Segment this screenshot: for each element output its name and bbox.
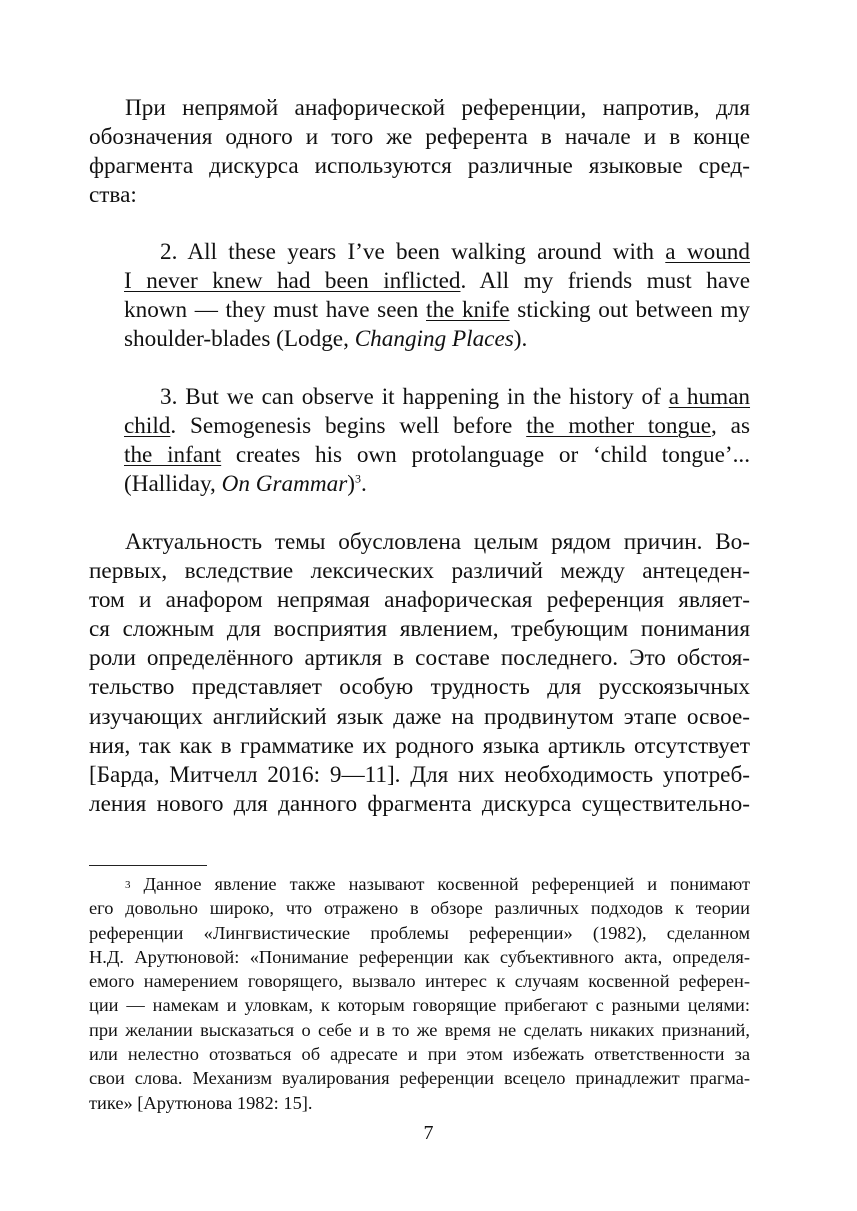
underlined-anaphor: the infant <box>124 442 222 469</box>
text-line: тельство представляет особую трудность для русскоязычных <box>89 674 750 701</box>
text-line: ся сложным для восприятия явлением, требующим понимания <box>89 616 750 643</box>
underlined-anaphor: the knife <box>426 297 510 324</box>
paragraph-indirect-anaphora <box>89 94 750 210</box>
text-run: Данное явление также называют косвенной референцией и понимают <box>130 874 750 894</box>
source-title: Changing Places <box>354 326 514 353</box>
paragraph-relevance <box>89 528 750 819</box>
text-run: , as <box>711 413 750 440</box>
text-line: [Барда, Митчелл 2016: 9—11]. Для них необходимость употреб- <box>89 761 750 788</box>
footnote-mark: 3 <box>125 879 131 891</box>
text-line: ния, так как в грамматике их родного языка артикль отсутствует <box>89 732 750 759</box>
text-run: sticking out between my <box>509 297 750 324</box>
text-line <box>89 872 750 896</box>
footnote <box>89 872 750 1115</box>
text-line <box>124 383 750 412</box>
underlined-antecedent: a wound <box>665 239 750 265</box>
example-3 <box>124 383 750 499</box>
text-line: роли определённого артикля в составе последнего. Это обстоя- <box>89 645 750 672</box>
text-line <box>124 267 750 296</box>
underlined-antecedent: child <box>124 413 171 440</box>
text-run: creates his own protolanguage or ‘child tongue’... <box>221 442 751 469</box>
text-line: ства: <box>89 182 137 209</box>
text-line <box>124 325 750 354</box>
page-number: 7 <box>423 1122 434 1144</box>
footnote-separator <box>89 865 207 866</box>
text-run: . All my friends must have <box>460 268 751 295</box>
text-line: Актуальность темы обусловлена целым рядом причин. Во- <box>125 529 750 555</box>
text-line <box>124 441 750 470</box>
text-run: 3. But we can observe it happening in the history of <box>160 384 669 410</box>
text-line: ления нового для данного фрагмента дискурса существительно- <box>89 790 750 817</box>
text-line: Н.Д. Арутюновой: «Понимание референции как субъективного акта, определя- <box>89 946 750 967</box>
text-line: референции «Лингвистические проблемы референции» (1982), сделанном <box>89 922 750 943</box>
text-line: его довольно широко, что отражено в обзоре различных подходов к теории <box>89 898 750 919</box>
text-line <box>124 412 750 441</box>
text-line: емого намерением говорящего, вызвало интерес к случаям косвенной референ- <box>89 971 750 992</box>
text-run: ). <box>513 326 528 353</box>
text-run: ) <box>347 471 355 498</box>
text-line: обозначения одного и того же референта в начале и в конце <box>89 124 750 151</box>
text-line: тике» [Арутюнова 1982: 15]. <box>89 1092 313 1113</box>
text-run: shoulder-blades (Lodge, <box>124 326 355 353</box>
text-line: фрагмента дискурса используются различные языковые сред- <box>89 153 750 180</box>
text-line: свои слова. Механизм вуалирования референции всецело принадлежит прагма- <box>89 1068 750 1089</box>
source-title: On Grammar <box>221 471 348 498</box>
text-run: . <box>361 471 367 498</box>
text-line <box>124 238 750 267</box>
text-line: при желании высказаться о себе и в то же время не сделать никаких признаний, <box>89 1019 750 1040</box>
text-run: known — they must have seen <box>124 297 426 324</box>
underlined-antecedent: a human <box>668 384 751 410</box>
text-run: (Halliday, <box>124 471 222 498</box>
text-line: первых, вследствие лексических различий между антецеден- <box>89 558 750 585</box>
text-line: ции — намекам и уловкам, к которым говорящие прибегают с разными целями: <box>89 995 750 1016</box>
text-run: . Semogenesis begins well before <box>170 413 527 440</box>
text-line: том и анафором непрямая анафорическая референция являет- <box>89 587 750 614</box>
footnote-reference: 3 <box>355 471 361 486</box>
text-line <box>124 296 750 325</box>
text-line: При непрямой анафорической референции, напротив, для <box>125 95 750 121</box>
text-run: 2. All these years I’ve been walking around with <box>160 239 666 265</box>
text-line: изучающих английский язык даже на продвинутом этапе освое- <box>89 703 750 730</box>
underlined-antecedent: I never knew had been inflicted <box>124 268 461 295</box>
text-line: или нелестно отозваться об адресате и при этом избежать ответственности за <box>89 1044 750 1065</box>
underlined-anaphor: the mother tongue <box>526 413 712 440</box>
example-2 <box>124 238 750 354</box>
text-line <box>124 470 750 499</box>
